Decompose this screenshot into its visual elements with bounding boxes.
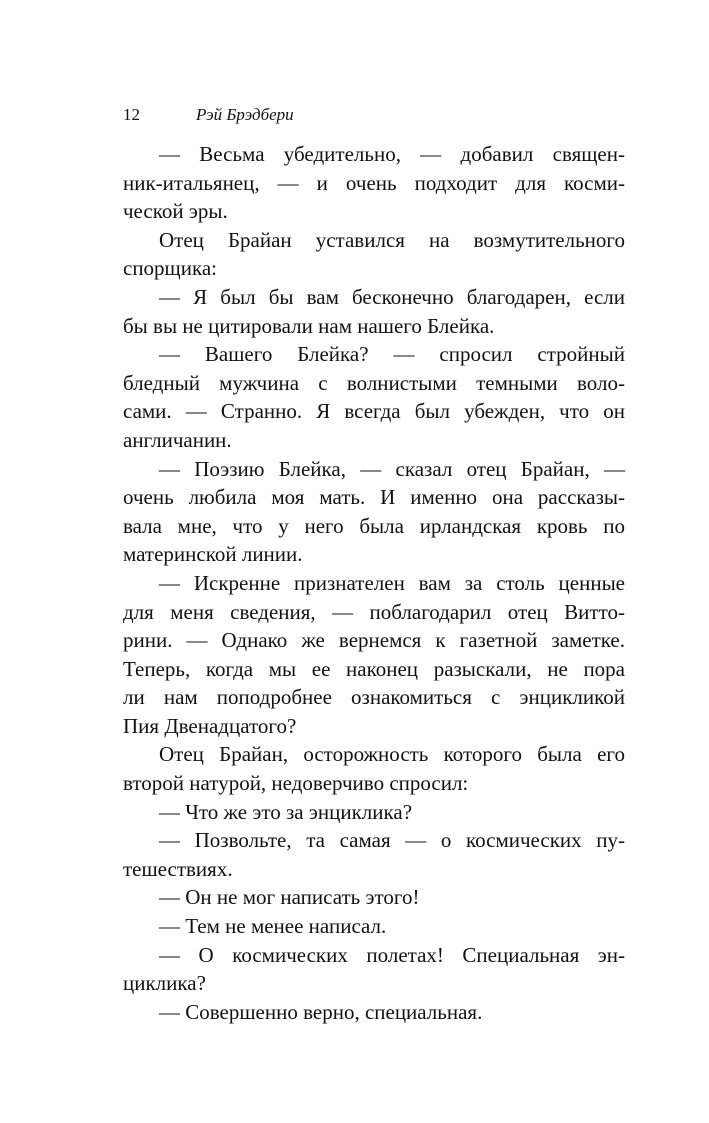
running-head-author: Рэй Брэдбери [196,105,294,124]
text-line: Теперь, когда мы ее наконец разыскали, не пора [123,656,625,681]
text-line: англичанин. [123,427,232,452]
text-line: — Позвольте, та самая — о космических пу- [159,828,625,853]
text-line: тешествиях. [123,856,233,881]
text-line: ческой эры. [123,199,228,224]
text-line: — Он не мог написать этого! [159,885,420,910]
text-line: циклика? [123,971,206,996]
page-header [123,102,623,128]
text-line: очень любила моя мать. И именно она рассказы- [123,485,625,510]
text-line: — Искренне признателен вам за столь ценные [159,570,625,595]
text-line: — О космических полетах! Специальная эн- [159,942,625,967]
text-line: Отец Брайан, осторожность которого была его [159,742,625,767]
text-line: — Совершенно верно, специальная. [159,999,483,1024]
text-line: ник-итальянец, — и очень подходит для косми- [123,170,625,195]
text-line: — Вашего Блейка? — спросил стройный [159,342,625,367]
text-line: — Я был бы вам бесконечно благодарен, если [159,284,625,309]
text-line: Отец Брайан уставился на возмутительного [159,227,625,252]
text-line: — Тем не менее написал. [159,914,387,939]
page-number: 12 [123,105,140,124]
text-line: — Поэзию Блейка, — сказал отец Брайан, — [159,456,625,481]
text-line: сами. — Странно. Я всегда был убежден, что он [123,399,625,424]
text-line: вала мне, что у него была ирландская кровь по [123,513,625,538]
text-line: спорщика: [123,256,218,281]
body-text [123,140,625,1026]
text-line: материнской линии. [123,542,303,567]
text-line: для меня сведения, — поблагодарил отец Витто- [123,599,625,624]
text-line: бледный мужчина с волнистыми темными воло- [123,370,625,395]
text-line: бы вы не цитировали нам нашего Блейка. [123,313,495,338]
text-line: рини. — Однако же вернемся к газетной заметке. [123,628,625,653]
text-line: ли нам поподробнее ознакомиться с энцикликой [123,685,625,710]
text-line: Пия Двенадцатого? [123,713,297,738]
text-line: — Весьма убедительно, — добавил священ- [159,142,625,166]
text-line: второй натурой, недоверчиво спросил: [123,771,469,796]
text-line: — Что же это за энциклика? [159,799,413,824]
